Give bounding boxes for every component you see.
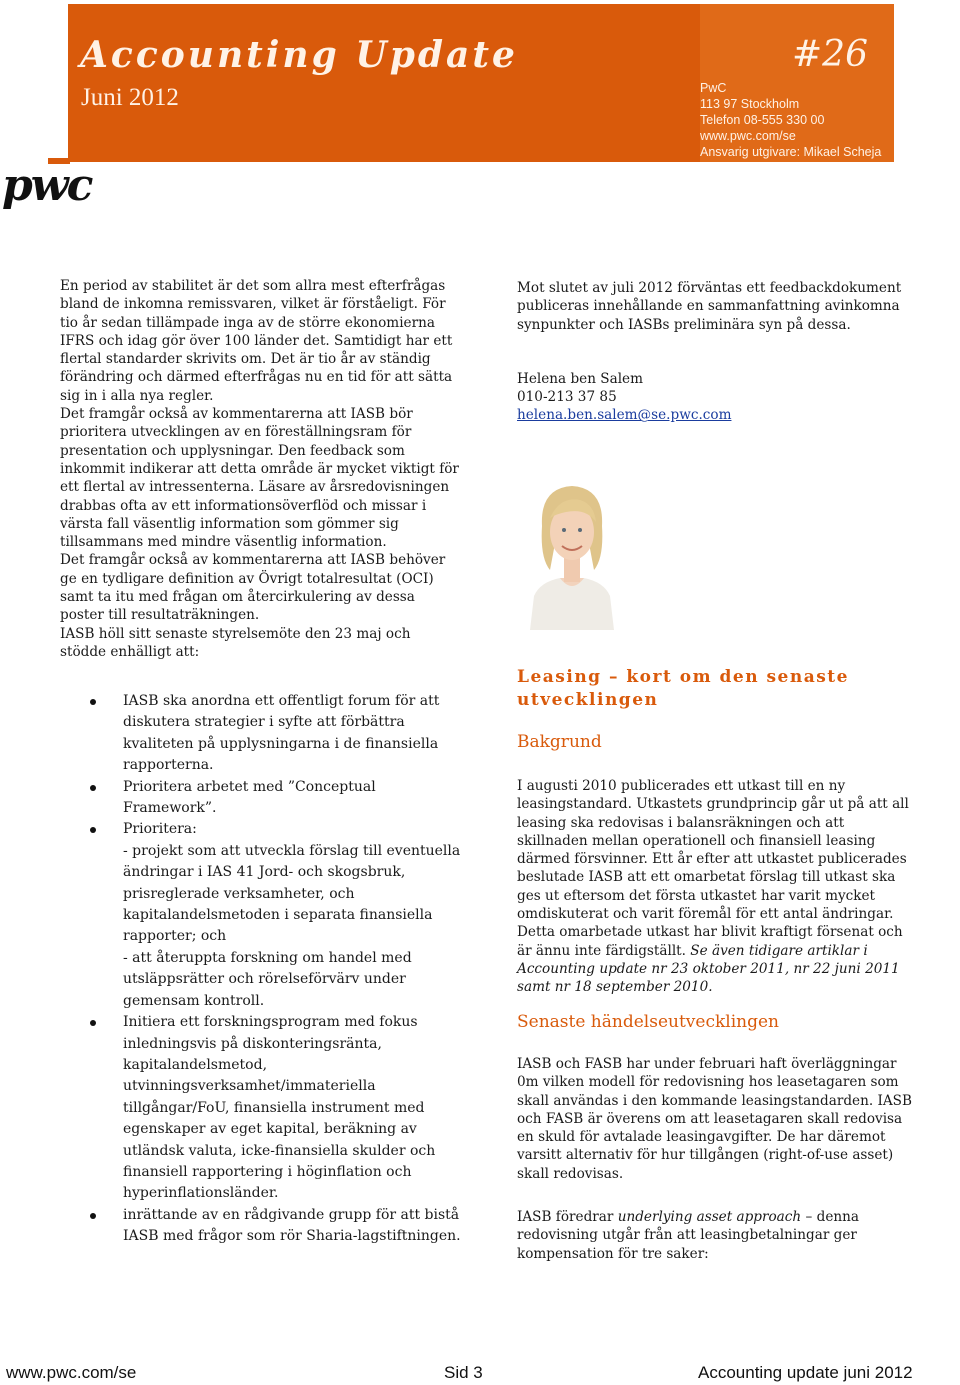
contact-address: 113 97 Stockholm	[700, 97, 800, 111]
article-heading: Leasing – kort om den senaste utvecklingen	[517, 667, 849, 710]
footer-page-number: Sid 3	[444, 1363, 483, 1382]
paragraph: En period av stabilitet är det som allra mest efterfrågas bland de inkomna remissvaren, vilket är förståeligt. För tio år sedan tillämpade inga av de större ekonomierna IFRS och idag gör över 100 länder det. Samtidigt har ett flertal standarder skrivits om. Det är tio år av ständig förändring och därmed efterfrågas nu en tid för att sätta sig in i alla nya regler.	[60, 278, 453, 404]
contact-phone: Telefon 08-555 330 00	[700, 113, 825, 127]
contact-website[interactable]: www.pwc.com/se	[700, 129, 796, 143]
senaste-paragraph: IASB och FASB har under februari haft överläggningar 0m vilken modell för redovisning hos leasetagaren som skall användas i den kommande leasingstandarden. IASB och FASB är överens om att leasetagaren skall redovisa en skuld för avtalade leasingavgifter. De har däremot varsitt alternativ för hur tillgången (right-of-use asset) skall redovisas.	[517, 1056, 912, 1182]
approach-text-start: IASB föredrar	[517, 1209, 618, 1225]
paragraph: Det framgår också av kommentarerna att IASB bör prioritera utvecklingen av en föreställningsram för presentation och upplysningar. Den feedback som inkommit indikerar att detta område är mycket viktigt för ett flertal av intressenterna. Läsare av årsredovisningen drabbas ofta av ett informationsöverflöd och missar i värsta fall väsentlig information som gömmer sig tillsammans med mindre väsentlig information.	[60, 406, 459, 551]
bakgrund-reference: Se även tidigare artiklar i Accounting update nr 23 oktober 2011, nr 22 juni 2011 samt nr 18 september 2010.	[517, 942, 900, 996]
list-item: IASB ska anordna ett offentligt forum för att diskutera strategier i syfte att förbättra kvaliteten på upplysningarna i de finansiella rapporterna.	[90, 691, 470, 777]
newsletter-title: Accounting Update	[80, 34, 518, 76]
issue-date: Juni 2012	[81, 84, 179, 111]
footer-url[interactable]: www.pwc.com/se	[6, 1363, 137, 1382]
approach-paragraph	[517, 1208, 917, 1263]
list-item: Prioritera: - projekt som att utveckla förslag till eventuella ändringar i IAS 41 Jord- och skogsbruk, prisreglerade verksamheter, och kapitalandelsmetoden i separata finansiella rapporter; och - att återuppta forskning om handel med utsläppsrätter och rörelseförvärv under gemensam kontroll.	[90, 819, 470, 1012]
intro-paragraph: Mot slutet av juli 2012 förväntas ett feedbackdokument publiceras innehållande en sammanfattning avinkomna synpunkter och IASBs preliminära syn på dessa.	[517, 280, 902, 333]
list-item: Initiera ett forskningsprogram med fokus inledningsvis på diskonteringsränta, kapitalandelsmetod, utvinningsverksamhet/immateriella tillgångar/FoU, finansiella instrument med egenskaper av eget kapital, beräkning av utländsk valuta, icke-finansiella skulder och finansiell rapportering i höginflation och hyperinflationsländer.	[90, 1012, 470, 1205]
right-column-intro	[517, 279, 917, 425]
footer-publication: Accounting update juni 2012	[698, 1363, 913, 1382]
left-column	[60, 277, 460, 661]
pwc-logo: pwc	[2, 160, 92, 211]
section-heading-senaste: Senaste händelseutvecklingen	[517, 1012, 779, 1032]
list-item: Prioritera arbetet med ”Conceptual Framework”.	[90, 777, 470, 820]
approach-text-end: – denna redovisning utgår från att leasingbetalningar ger kompensation för tre saker:	[517, 1209, 859, 1262]
approach-term: underlying asset approach	[617, 1209, 802, 1225]
author-email-link[interactable]: helena.ben.salem@se.pwc.com	[517, 407, 732, 424]
section-heading-bakgrund: Bakgrund	[517, 732, 602, 752]
issue-number: #26	[792, 34, 868, 75]
contact-company: PwC	[700, 81, 727, 95]
contact-publisher: Ansvarig utgivare: Mikael Scheja	[700, 145, 882, 159]
decision-list	[90, 691, 470, 1248]
author-portrait	[520, 478, 624, 630]
author-name: Helena ben Salem	[517, 370, 643, 387]
bakgrund-paragraph	[517, 777, 917, 997]
bakgrund-text: I augusti 2010 publicerades ett utkast till en ny leasingstandard. Utkastets grundprincip går ut på att all leasing ska redovisas i balansräkningen och att skillnaden mellan operationell och finansiell leasing därmed försvinner. Ett år efter att utkastet publicerades beslutade IASB att ett omarbetat förslag till utkast ska ges ut eftersom det första utkastet har varit mycket omdiskuterat och varit föremål för ett antal ändringar. Detta omarbetade utkast har blivit kraftigt försenat och är ännu inte färdigställt.	[517, 778, 909, 959]
author-phone: 010-213 37 85	[517, 389, 617, 406]
publisher-contact	[700, 80, 881, 160]
paragraph: IASB höll sitt senaste styrelsemöte den 23 maj och stödde enhälligt att:	[60, 625, 411, 660]
list-item: inrättande av en rådgivande grupp för att bistå IASB med frågor som rör Sharia-lagstiftningen.	[90, 1205, 470, 1248]
paragraph: Det framgår också av kommentarerna att IASB behöver ge en tydligare definition av Övrigt totalresultat (OCI) samt ta itu med frågan om återcirkulering av dessa poster till resultaträkningen.	[60, 552, 446, 624]
